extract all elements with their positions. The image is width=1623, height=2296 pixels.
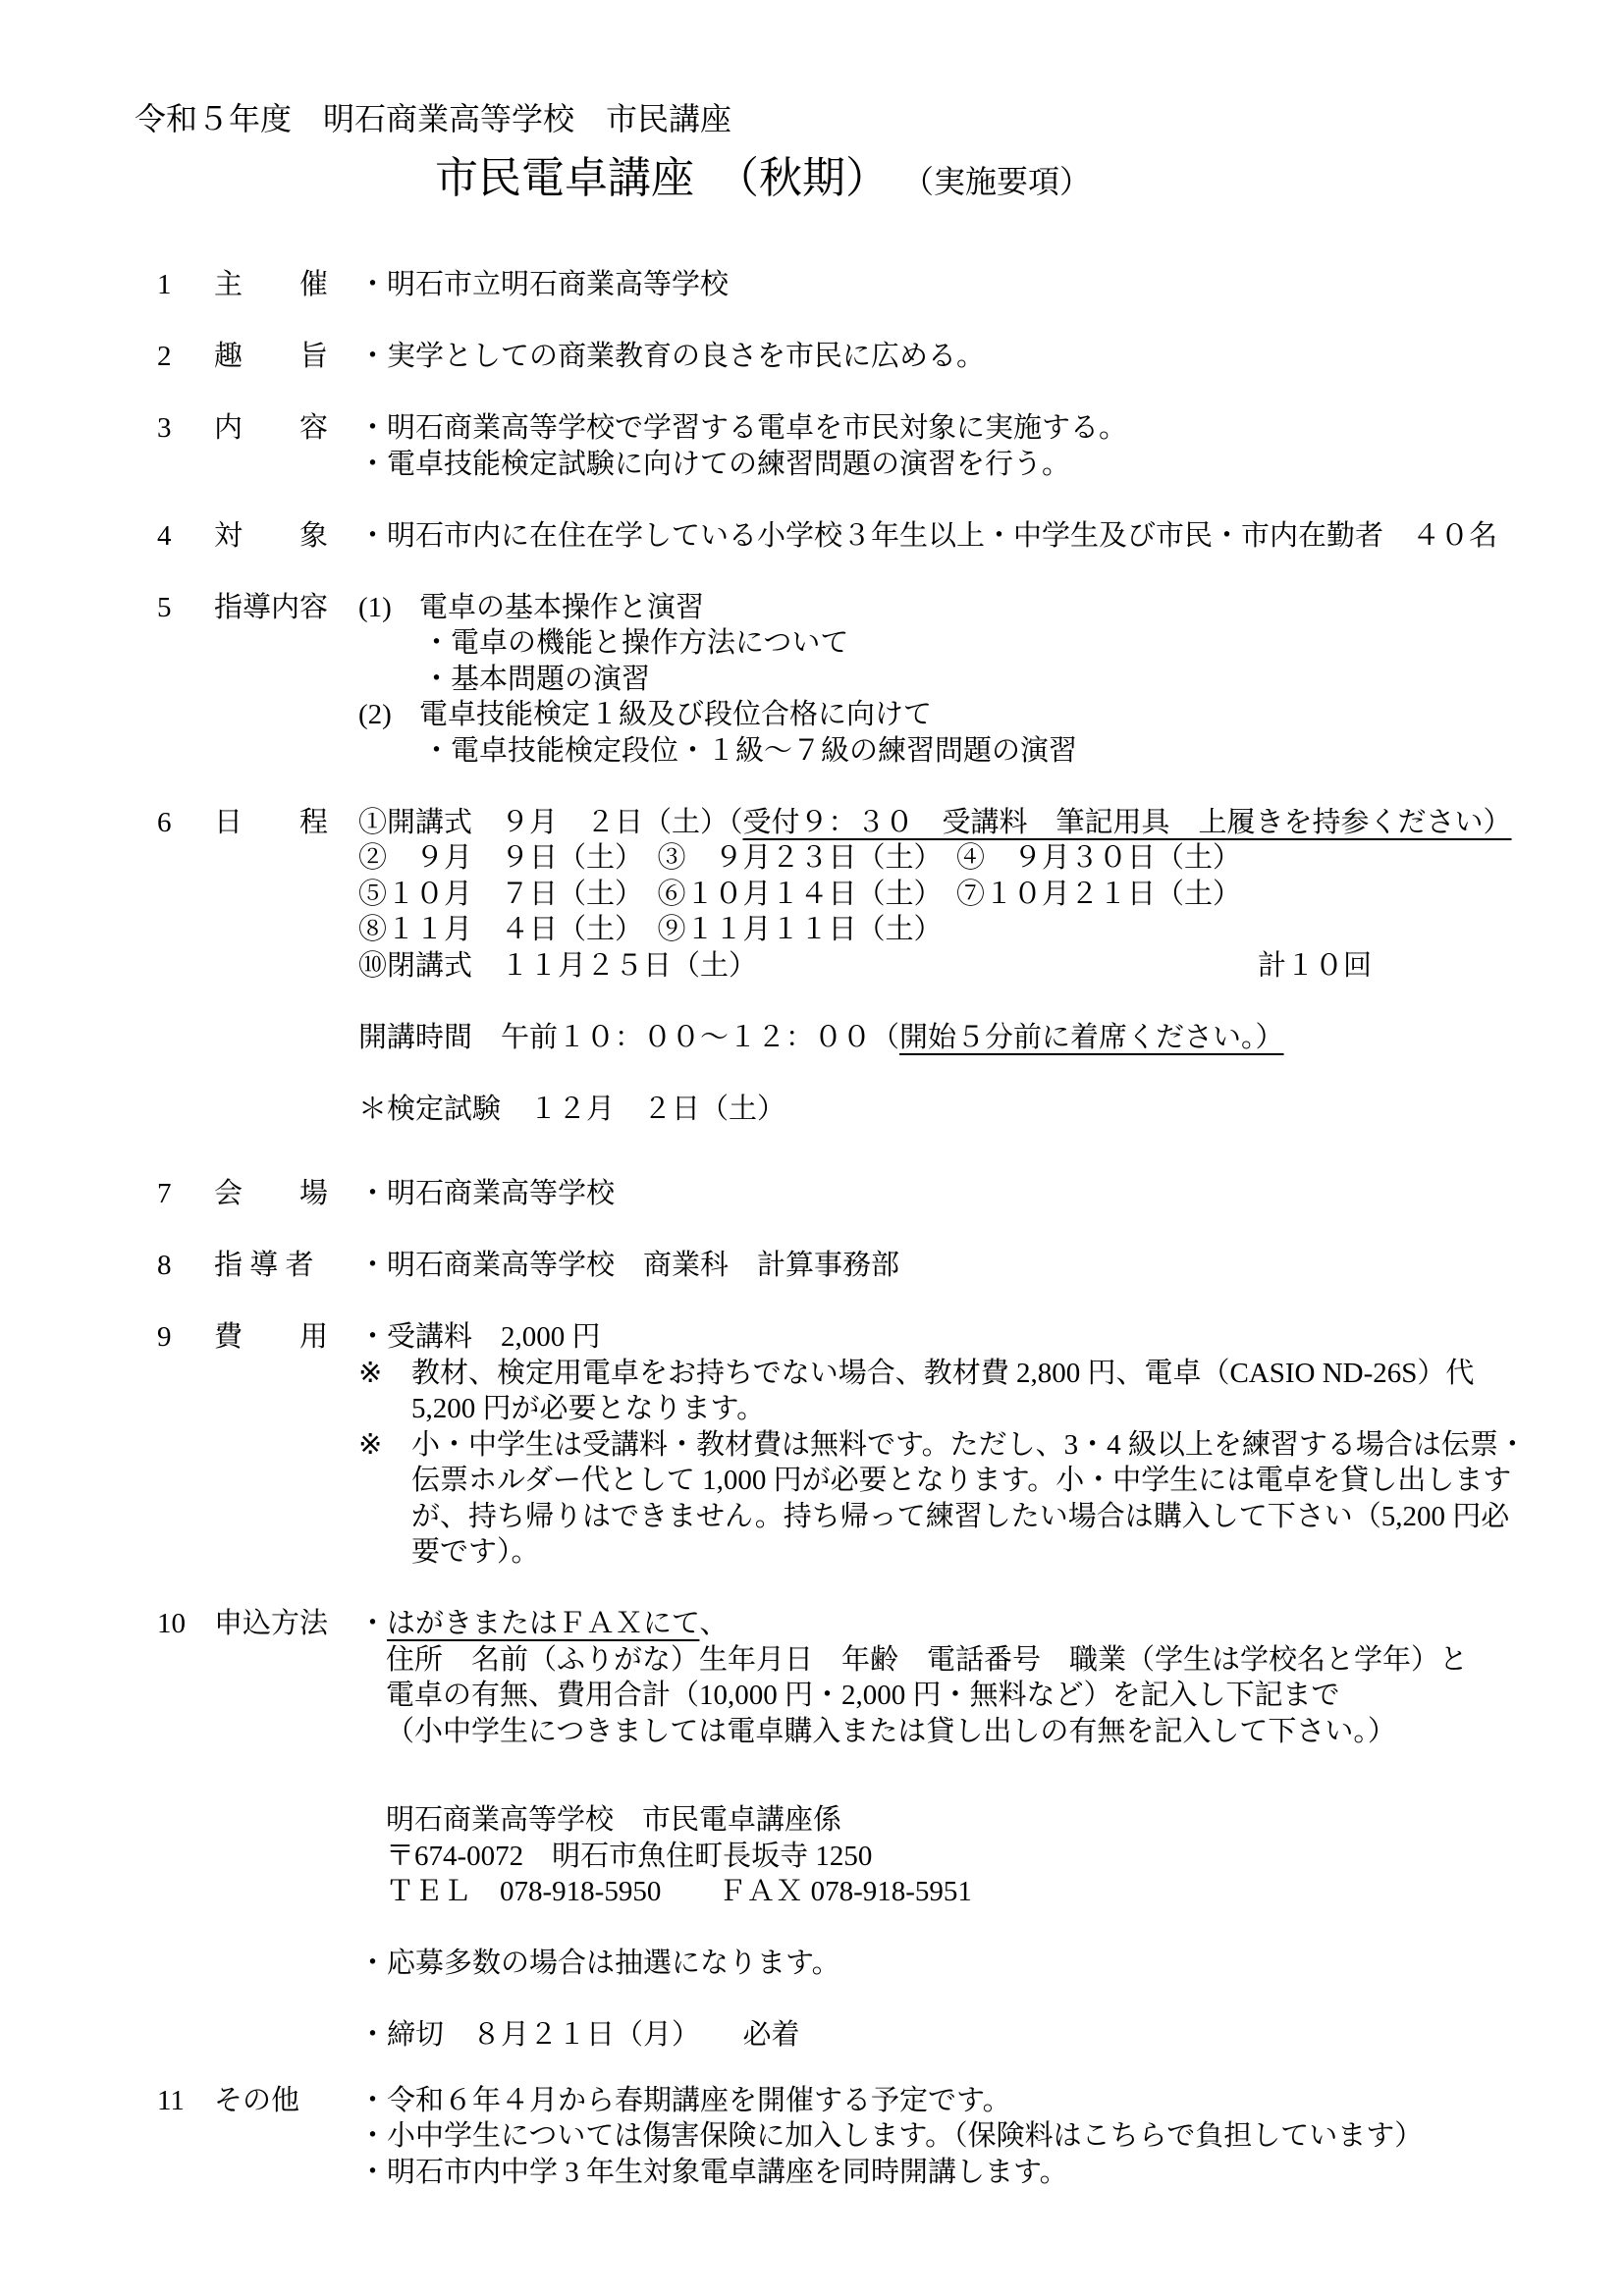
text-line: 5,200 円が必要となります。 (411, 1393, 766, 1424)
text-segment: ①開講式 ９月 ２日（土）（ (358, 806, 743, 838)
section-content (358, 1319, 1623, 1571)
list-marker: (2) (358, 699, 392, 730)
schedule-line-3: ⑤１０月 ７日（土） ⑥１０月１４日（土） ⑦１０月２１日（土） (358, 878, 1242, 910)
class-time-line (358, 1020, 1623, 1056)
section-number: 2 (157, 341, 172, 372)
doc-title-main: 市民電卓講座 （秋期） (435, 154, 889, 202)
section-label: 主 催 (214, 269, 329, 300)
section-label: 対 象 (214, 519, 329, 552)
section-number: 3 (157, 412, 172, 444)
text-segment: 電卓の基本操作と演習 (419, 591, 705, 623)
text-line: 電卓の有無、費用合計（10,000 円・2,000 円・無料など）を記入し下記まで (386, 1680, 1340, 1711)
text-line: ・電卓の機能と操作方法について (422, 627, 849, 659)
doc-header-line: 令和５年度 明石商業高等学校 市民講座 (135, 101, 732, 136)
section-number: 7 (157, 1178, 172, 1209)
text-line: が、持ち帰りはできません。持ち帰って練習したい場合は購入して下さい（5,200 円必 (411, 1500, 1510, 1532)
section-description (157, 410, 1623, 482)
exam-date-line: ＊検定試験 １２月 ２日（土） (358, 1093, 786, 1125)
text-line: ・電卓技能検定試験に向けての練習問題の演習を行う。 (358, 448, 1071, 480)
section-label: その他 (214, 2084, 300, 2116)
section-content (358, 2083, 1623, 2191)
text-segment: 、 (699, 1608, 729, 1639)
text-line: ・電卓技能検定段位・１級～７級の練習問題の演習 (422, 734, 1078, 767)
text-line: 要です）。 (411, 1536, 540, 1568)
section-label: 指導内容 (214, 591, 329, 623)
section-schedule (157, 805, 1623, 1128)
application-details (386, 1642, 1623, 1750)
section-content (358, 267, 1623, 303)
section-number: 1 (157, 269, 172, 300)
text-line: ・基本問題の演習 (422, 663, 651, 695)
schedule-line-2: ② ９月 ９日（土） ③ ９月２３日（土） ④ ９月３０日（土） (358, 842, 1242, 874)
section-content (358, 339, 1623, 375)
section-curriculum (157, 590, 1623, 770)
text-line: ・令和６年４月から春期講座を開催する予定です。 (358, 2084, 1011, 2116)
section-content (358, 1248, 1623, 1284)
deadline-line: ・締切 ８月２１日（月） 必着 (358, 2019, 800, 2051)
address-postal: 〒674-0072 明石市魚住町長坂寺 1250 (386, 1840, 873, 1872)
text-line (358, 697, 1623, 733)
fee-note-1 (358, 1356, 1623, 1427)
section-label: 日 程 (214, 806, 329, 838)
section-content (358, 1176, 1623, 1212)
section-purpose (157, 339, 1623, 375)
text-line: ・明石市内中学 3 年生対象電卓講座を同時開講します。 (358, 2156, 1068, 2188)
address-recipient: 明石商業高等学校 市民電卓講座係 (386, 1804, 842, 1836)
section-other-notes (157, 2083, 1623, 2191)
schedule-line-5 (358, 948, 1372, 985)
text-line: ・明石商業高等学校 (358, 1178, 616, 1209)
lottery-note-line: ・応募多数の場合は抽選になります。 (358, 1948, 840, 1979)
underlined-note: はがきまたはＦＡＸにて (387, 1608, 700, 1639)
text-line: ・小中学生については傷害保険に加入します。（保険料はこちらで負担しています） (358, 2120, 1424, 2152)
text-segment: 開講時間 午前１０：００～１２：００（ (358, 1021, 900, 1053)
text-line: ・明石商業高等学校 商業科 計算事務部 (358, 1250, 900, 1281)
section-organizer (157, 267, 1623, 303)
text-line: ・実学としての商業教育の良さを市民に広める。 (358, 341, 986, 372)
section-eligibility (157, 518, 1623, 555)
section-number: 9 (157, 1321, 172, 1353)
section-number: 6 (157, 806, 172, 838)
text-line: ・明石市立明石商業高等学校 (358, 269, 730, 300)
schedule-line-4: ⑧１１月 ４日（土） ⑨１１月１１日（土） (358, 914, 943, 945)
section-label: 趣 旨 (214, 341, 329, 372)
text-line: 小・中学生は受講料・教材費は無料です。ただし、3・4 級以上を練習する場合は伝票・ (411, 1428, 1527, 1461)
text-segment: 電卓技能検定１級及び段位合格に向けて (419, 699, 933, 730)
list-marker: (1) (358, 591, 392, 623)
section-number: 11 (157, 2084, 185, 2116)
section-number: 10 (157, 1608, 186, 1639)
doc-title-sub: （実施要項） (918, 164, 1092, 199)
text-line (358, 590, 1623, 626)
underlined-note: 受付９：３０ 受講料 筆記用具 上履きを持参ください） (742, 806, 1512, 838)
underlined-note: 開始５分前に着席ください。） (899, 1021, 1284, 1053)
text-line: （小中学生につきましては電卓購入または貸し出しの有無を記入して下さい。） (386, 1715, 1396, 1747)
section-venue (157, 1176, 1623, 1212)
section-fees (157, 1319, 1623, 1571)
section-instructors (157, 1248, 1623, 1284)
section-content (358, 805, 1623, 1128)
note-text (411, 1356, 1623, 1427)
section-label: 申込方法 (214, 1608, 329, 1639)
text-line: 住所 名前（ふりがな）生年月日 年齢 電話番号 職業（学生は学校名と学年）と (386, 1643, 1469, 1676)
text-segment: ⑩閉講式 １１月２５日（土） (358, 949, 758, 982)
application-method-line (358, 1606, 1623, 1642)
text-line: 伝票ホルダー代として 1,000 円が必要となります。小・中学生には電卓を貸し出します (411, 1465, 1512, 1496)
session-total: 計１０回 (1257, 949, 1372, 982)
section-content (358, 410, 1623, 482)
section-label: 指 導 者 (214, 1250, 314, 1281)
section-number: 4 (157, 519, 172, 552)
note-text (411, 1427, 1623, 1571)
schedule-line-1 (358, 805, 1623, 841)
doc-title (435, 151, 1623, 211)
text-line: ・明石市内に在住在学している小学校３年生以上・中学生及び市民・市内在勤者 ４０名 (358, 519, 1498, 552)
section-number: 8 (157, 1250, 172, 1281)
text-segment: ・ (358, 1608, 388, 1639)
address-tel-fax: ＴＥＬ 078-918-5950 ＦＡＸ 078-918-5951 (386, 1876, 972, 1907)
section-content (358, 590, 1623, 770)
section-label: 内 容 (214, 412, 329, 444)
section-content (358, 1606, 1623, 2054)
section-label: 費 用 (214, 1321, 329, 1353)
text-line: 教材、検定用電卓をお持ちでない場合、教材費 2,800 円、電卓（CASIO ND-26S）代 (411, 1357, 1475, 1389)
mailing-address-block (386, 1802, 1623, 1910)
text-line: ・明石商業高等学校で学習する電卓を市民対象に実施する。 (358, 412, 1128, 444)
fee-note-2 (358, 1427, 1623, 1571)
section-label: 会 場 (214, 1178, 329, 1209)
note-marker: ※ (358, 1357, 383, 1389)
fee-line: ・受講料 2,000 円 (358, 1321, 601, 1353)
section-application (157, 1606, 1623, 2054)
section-content (358, 518, 1623, 555)
section-number: 5 (157, 591, 172, 623)
note-marker: ※ (358, 1428, 383, 1461)
